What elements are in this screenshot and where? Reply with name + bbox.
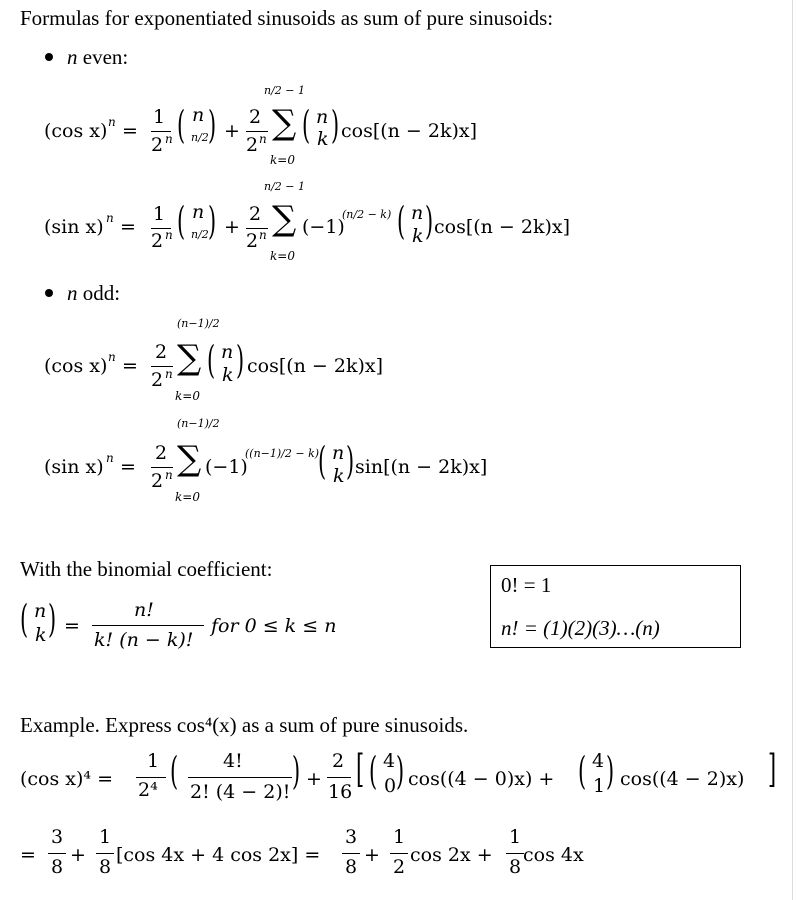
close-bracket: ] (768, 747, 777, 791)
binom-close-paren: ) (48, 597, 57, 641)
frac-bar (390, 853, 408, 854)
lhs-cos: (cos x) (44, 355, 108, 377)
sigma-symbol: ∑ (177, 338, 202, 378)
binomial-numerator: n! (134, 599, 154, 621)
binom-bottom: k (35, 624, 47, 646)
lhs-exponent: n (106, 211, 114, 225)
frac-bar (506, 853, 524, 854)
binom-bottom: n/2 (191, 131, 209, 144)
frac-bar (136, 777, 166, 778)
binom-top: n (192, 104, 205, 126)
case-variable: n (67, 281, 78, 305)
binom-close-paren: ) (331, 103, 340, 147)
frac-denominator-exponent: n (165, 228, 173, 242)
frac-denominator: 8 (345, 856, 358, 878)
case-variable: n (67, 45, 78, 69)
binom-bottom: n/2 (191, 228, 209, 241)
frac-numerator: 2 (155, 442, 168, 464)
frac-numerator: 3 (345, 826, 358, 848)
equals-sign: = (120, 216, 136, 238)
page-title: Formulas for exponentiated sinusoids as sum of pure sinusoids: (20, 6, 554, 30)
neg-one-exponent: ((n−1)/2 − k) (245, 447, 320, 460)
frac-denominator: 8 (99, 856, 112, 878)
frac-denominator: 2 (151, 470, 164, 492)
equals-sign: = (20, 844, 36, 866)
frac-denominator: 2 (246, 230, 259, 252)
plus-sign: + (70, 844, 86, 866)
sigma-symbol: ∑ (272, 103, 297, 143)
sum-upper-limit: (n−1)/2 (177, 417, 220, 430)
binom-top: n (411, 202, 424, 224)
frac-denominator-exponent: n (165, 132, 173, 146)
lhs-exponent: n (106, 451, 114, 465)
frac-denominator: 2 (151, 134, 164, 156)
cos-term: cos[(n − 2k)x] (247, 355, 384, 377)
binom-top: n (332, 442, 345, 464)
frac-denominator: 2 (246, 134, 259, 156)
frac-numerator: 2 (249, 106, 262, 128)
lhs-exponent: n (108, 350, 116, 364)
frac-bar (96, 853, 114, 854)
neg-one: (−1) (205, 456, 248, 478)
frac-bar (92, 625, 204, 626)
lhs-cos: (cos x) (44, 120, 108, 142)
frac-denominator: 2⁴ (138, 779, 158, 801)
neg-one: (−1) (302, 216, 345, 238)
binom-bottom: k (333, 465, 345, 487)
fact-denominator: 2! (4 − 2)! (190, 781, 291, 803)
frac-denominator: 2 (151, 230, 164, 252)
binom-open-paren: ( (302, 103, 311, 147)
binom-bottom: k (317, 128, 329, 150)
frac-bar (188, 777, 292, 778)
frac-numerator: 3 (51, 826, 64, 848)
sum-lower-limit: k=0 (270, 153, 295, 167)
frac-denominator-exponent: n (259, 132, 267, 146)
case-n-even (45, 45, 128, 69)
factorial-definition: n! = (1)(2)(3)…(n) (501, 616, 660, 640)
example-term-1: cos((4 − 0)x) + (408, 768, 555, 790)
plus-sign: + (224, 120, 240, 142)
frac-denominator-exponent: n (165, 468, 173, 482)
binom-top: n (221, 341, 234, 363)
cos-term: cos[(n − 2k)x] (434, 216, 571, 238)
cos-term: cos[(n − 2k)x] (341, 120, 478, 142)
binom-close-paren: ) (396, 749, 405, 793)
binom-close-paren: ) (236, 338, 245, 382)
binom-bottom: k (222, 364, 234, 386)
frac-numerator: 2 (155, 341, 168, 363)
frac-denominator: 2 (151, 369, 164, 391)
close-paren: ) (292, 749, 301, 793)
sum-upper-limit: n/2 − 1 (264, 84, 305, 97)
binom-close-paren: ) (425, 199, 434, 243)
sum-upper-limit: (n−1)/2 (177, 317, 220, 330)
binom-top: n (192, 201, 205, 223)
example-bracket-term: [cos 4x + 4 cos 2x] = (116, 844, 321, 866)
example-term-2: cos((4 − 2)x) (620, 768, 745, 790)
frac-bar (48, 853, 66, 854)
frac-numerator: 1 (393, 826, 406, 848)
lhs-sin: (sin x) (44, 216, 104, 238)
frac-bar (342, 853, 360, 854)
sigma-symbol: ∑ (272, 199, 297, 239)
binom-open-paren: ( (397, 199, 406, 243)
binom-bottom: 0 (384, 775, 397, 797)
example-term-b: cos 4x (523, 844, 584, 866)
equals-sign: = (122, 355, 138, 377)
frac-numerator: 1 (153, 106, 166, 128)
open-paren: ( (170, 749, 179, 793)
factorial-zero: 0! = 1 (501, 573, 552, 597)
binom-open-paren: ( (177, 103, 186, 147)
equals-sign: = (64, 615, 80, 637)
binom-top: 4 (383, 750, 396, 772)
binom-top: n (316, 106, 329, 128)
case-n-odd (45, 281, 120, 305)
frac-numerator: 1 (153, 203, 166, 225)
frac-denominator: 8 (51, 856, 64, 878)
binom-open-paren: ( (207, 338, 216, 382)
binom-close-paren: ) (208, 199, 217, 243)
binomial-intro: With the binomial coefficient: (20, 557, 273, 581)
plus-sign: + (364, 844, 380, 866)
binom-close-paren: ) (208, 103, 217, 147)
neg-one-exponent: (n/2 − k) (342, 208, 392, 221)
plus-sign: + (306, 768, 322, 790)
binom-bottom: 1 (593, 775, 606, 797)
lhs-sin: (sin x) (44, 456, 104, 478)
sin-term: sin[(n − 2k)x] (355, 456, 488, 478)
frac-denominator: 16 (328, 781, 353, 803)
lhs-exponent: n (108, 115, 116, 129)
binom-open-paren: ( (318, 439, 327, 483)
binom-bottom: k (412, 225, 424, 247)
binom-open-paren: ( (20, 597, 29, 641)
binomial-denominator: k! (n − k)! (94, 629, 194, 651)
sigma-symbol: ∑ (177, 439, 202, 479)
binom-close-paren: ) (606, 749, 615, 793)
binom-top: n (34, 600, 47, 622)
bullet-icon (45, 289, 53, 297)
open-bracket: [ (356, 747, 365, 791)
equals-sign: = (122, 120, 138, 142)
example-lhs: (cos x)⁴ = (20, 768, 113, 790)
bullet-icon (45, 53, 53, 61)
equals-sign: = (120, 456, 136, 478)
binomial-condition: for 0 ≤ k ≤ n (211, 615, 337, 637)
frac-numerator: 1 (147, 750, 160, 772)
page-edge-line (792, 0, 793, 900)
frac-numerator: 2 (332, 750, 345, 772)
frac-denominator-exponent: n (259, 228, 267, 242)
plus-sign: + (224, 216, 240, 238)
sum-lower-limit: k=0 (270, 249, 295, 263)
sum-lower-limit: k=0 (175, 389, 200, 403)
frac-bar (327, 777, 351, 778)
binom-open-paren: ( (369, 749, 378, 793)
case-label: even: (77, 45, 129, 69)
example-prompt: Example. Express cos⁴(x) as a sum of pure sinusoids. (20, 713, 469, 737)
binom-top: 4 (592, 750, 605, 772)
binom-open-paren: ( (177, 199, 186, 243)
example-term-a: cos 2x + (410, 844, 493, 866)
binom-close-paren: ) (346, 439, 355, 483)
sum-upper-limit: n/2 − 1 (264, 180, 305, 193)
frac-denominator-exponent: n (165, 367, 173, 381)
binom-open-paren: ( (578, 749, 587, 793)
frac-numerator: 1 (509, 826, 522, 848)
frac-numerator: 1 (99, 826, 112, 848)
frac-denominator: 2 (393, 856, 406, 878)
frac-denominator: 8 (509, 856, 522, 878)
fact-numerator: 4! (223, 750, 243, 772)
case-label: odd: (77, 281, 121, 305)
frac-numerator: 2 (249, 203, 262, 225)
sum-lower-limit: k=0 (175, 490, 200, 504)
